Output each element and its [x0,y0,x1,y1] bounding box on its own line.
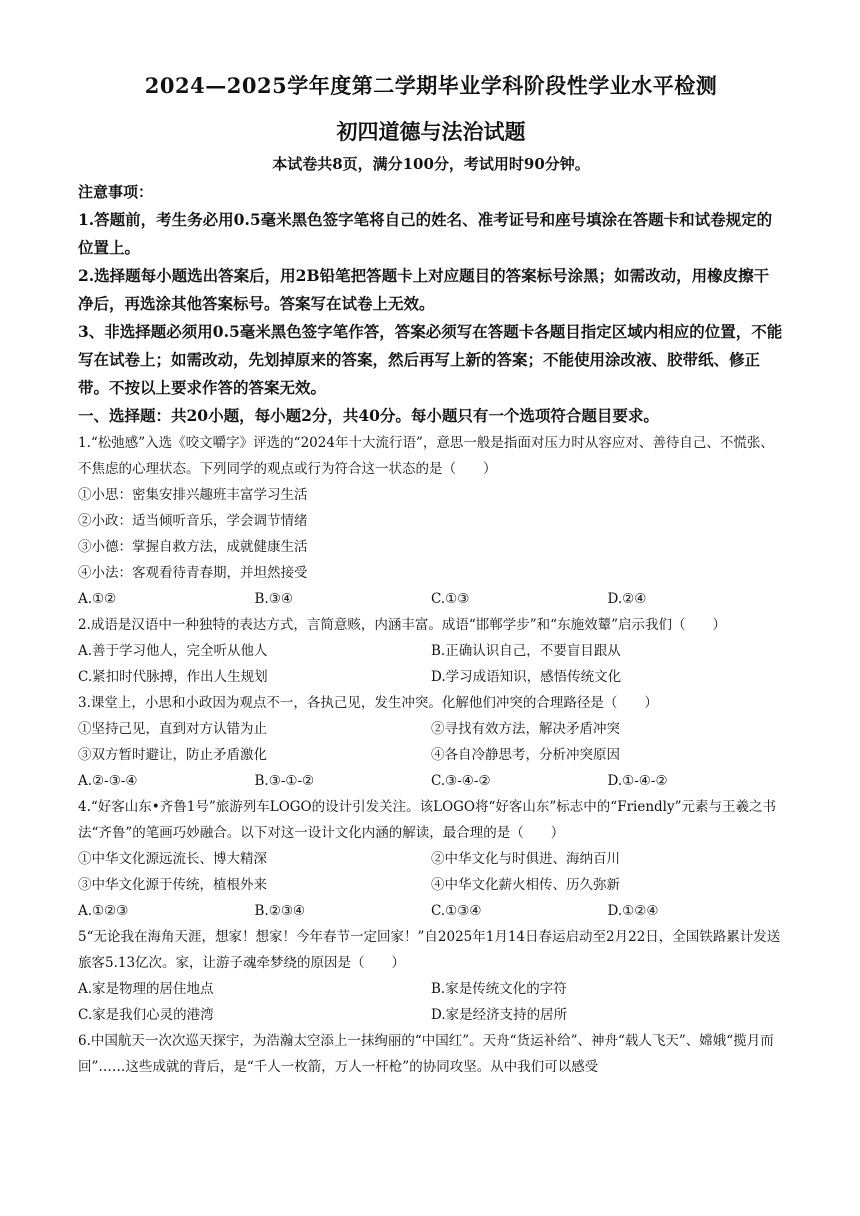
question-5-options [78,1002,784,1028]
question-2-options [78,664,784,690]
question-1-item: ③小德：掌握自救方法，成就健康生活 [78,539,308,555]
option-a: A.②-③-④ [78,773,138,789]
question-3-items [78,742,784,768]
question-4-item: ②中华文化与时俱进、海纳百川 [431,851,620,867]
option-d: D.家是经济支持的居所 [431,1007,568,1023]
option-b: B.正确认识自己，不要盲目跟从 [431,643,621,659]
section-heading: 一、选择题：共20小题，每小题2分，共40分。每小题只有一个选项符合题目要求。 [78,406,659,425]
option-a: A.家是物理的居住地点 [78,981,214,997]
question-3-stem: 3.课堂上，小思和小政因为观点不一，各执己见，发生冲突。化解他们冲突的合理路径是（ ） [78,695,658,711]
option-b: B.③④ [254,591,293,607]
option-a: A.①② [78,591,117,607]
option-d: D.②④ [607,591,647,607]
option-c: C.紧扣时代脉搏，作出人生规划 [78,669,268,685]
question-4-item: ①中华文化源远流长、博大精深 [78,851,267,867]
question-1-item: ④小法：客观看待青春期，并坦然接受 [78,565,308,581]
question-3-item: ①坚持己见，直到对方认错为止 [78,721,267,737]
question-5-stem: 5“无论我在海角天涯，想家！想家！今年春节一定回家！”自2025年1月14日春运启动至2月22日，全国铁路累计发送旅客5.13亿次。家，让游子魂牵梦绕的原因是（ ） [78,929,781,971]
option-b: B.②③④ [254,903,306,919]
question-3-item: ②寻找有效方法，解决矛盾冲突 [431,721,620,737]
exam-page [78,70,784,1080]
exam-subject: 初四道德与法治试题 [336,119,526,144]
notice-item: 2.选择题每小题选出答案后，用2B铅笔把答题卡上对应题目的答案标号涂黑；如需改动，用橡皮擦干净后，再选涂其他答案标号。答案写在试卷上无效。 [78,266,770,313]
option-d: D.学习成语知识，感悟传统文化 [431,669,622,685]
question-4-items [78,846,784,872]
option-c: C.①③ [431,591,470,607]
question-1-item: ①小思：密集安排兴趣班丰富学习生活 [78,487,308,503]
notice-item: 1.答题前，考生务必用0.5毫米黑色签字笔将自己的姓名、准考证号和座号填涂在答题卡和试卷规定的位置上。 [78,210,773,257]
question-3-options [78,768,784,794]
question-3-item: ③双方暂时避让，防止矛盾激化 [78,747,267,763]
exam-title: 2024—2025学年度第二学期毕业学科阶段性学业水平检测 [144,73,718,98]
exam-subtitle: 本试卷共8页，满分100分，考试用时90分钟。 [272,155,590,173]
question-4-options [78,898,784,924]
question-2-stem: 2.成语是汉语中一种独特的表达方式，言简意赅，内涵丰富。成语“邯郸学步”和“东施效颦”启示我们（ ） [78,617,726,633]
option-b: B.③-①-② [254,773,315,789]
question-3-item: ④各自冷静思考，分析冲突原因 [431,747,620,763]
question-4-item: ③中华文化源于传统，植根外来 [78,877,267,893]
question-1-item: ②小政：适当倾听音乐，学会调节情绪 [78,513,308,529]
option-d: D.①-④-② [607,773,668,789]
question-4-item: ④中华文化薪火相传、历久弥新 [431,877,620,893]
notice-item: 3、非选择题必须用0.5毫米黑色签字笔作答，答案必须写在答题卡各题目指定区域内相应的位置，不能写在试卷上；如需改动，先划掉原来的答案，然后再写上新的答案；不能使用涂改液、胶带纸、修正带。不按以上要求作答的答案无效。 [78,322,783,397]
option-b: B.家是传统文化的字符 [431,981,567,997]
question-5-options [78,976,784,1002]
notice-heading: 注意事项： [78,183,154,201]
option-a: A.①②③ [78,903,129,919]
question-1-options [78,586,784,612]
question-2-options [78,638,784,664]
option-c: C.③-④-② [431,773,491,789]
question-6-stem: 6.中国航天一次次巡天探宇，为浩瀚太空添上一抹绚丽的“中国红”。天舟“货运补给”、神舟“载人飞天”、嫦娥“揽月而回”……这些成就的背后，是“千人一枚箭，万人一杆枪”的协同攻坚。从中我们可以感受 [78,1033,774,1075]
option-d: D.①②④ [607,903,659,919]
question-4-items [78,872,784,898]
question-3-items [78,716,784,742]
question-1-stem: 1.“松弛感”入选《咬文嚼字》评选的“2024年十大流行语”，意思一般是指面对压力时从容应对、善待自己、不慌张、不焦虑的心理状态。下列同学的观点或行为符合这一状态的是（ ） [78,435,774,477]
option-c: C.家是我们心灵的港湾 [78,1007,214,1023]
option-c: C.①③④ [431,903,482,919]
option-a: A.善于学习他人，完全听从他人 [78,643,268,659]
question-4-stem: 4.“好客山东•齐鲁1号”旅游列车LOGO的设计引发关注。该LOGO将“好客山东”标志中的“Friendly”元素与王羲之书法“齐鲁”的笔画巧妙融合。以下对这一设计文化内涵的解读，最合理的是（ ） [78,799,777,841]
